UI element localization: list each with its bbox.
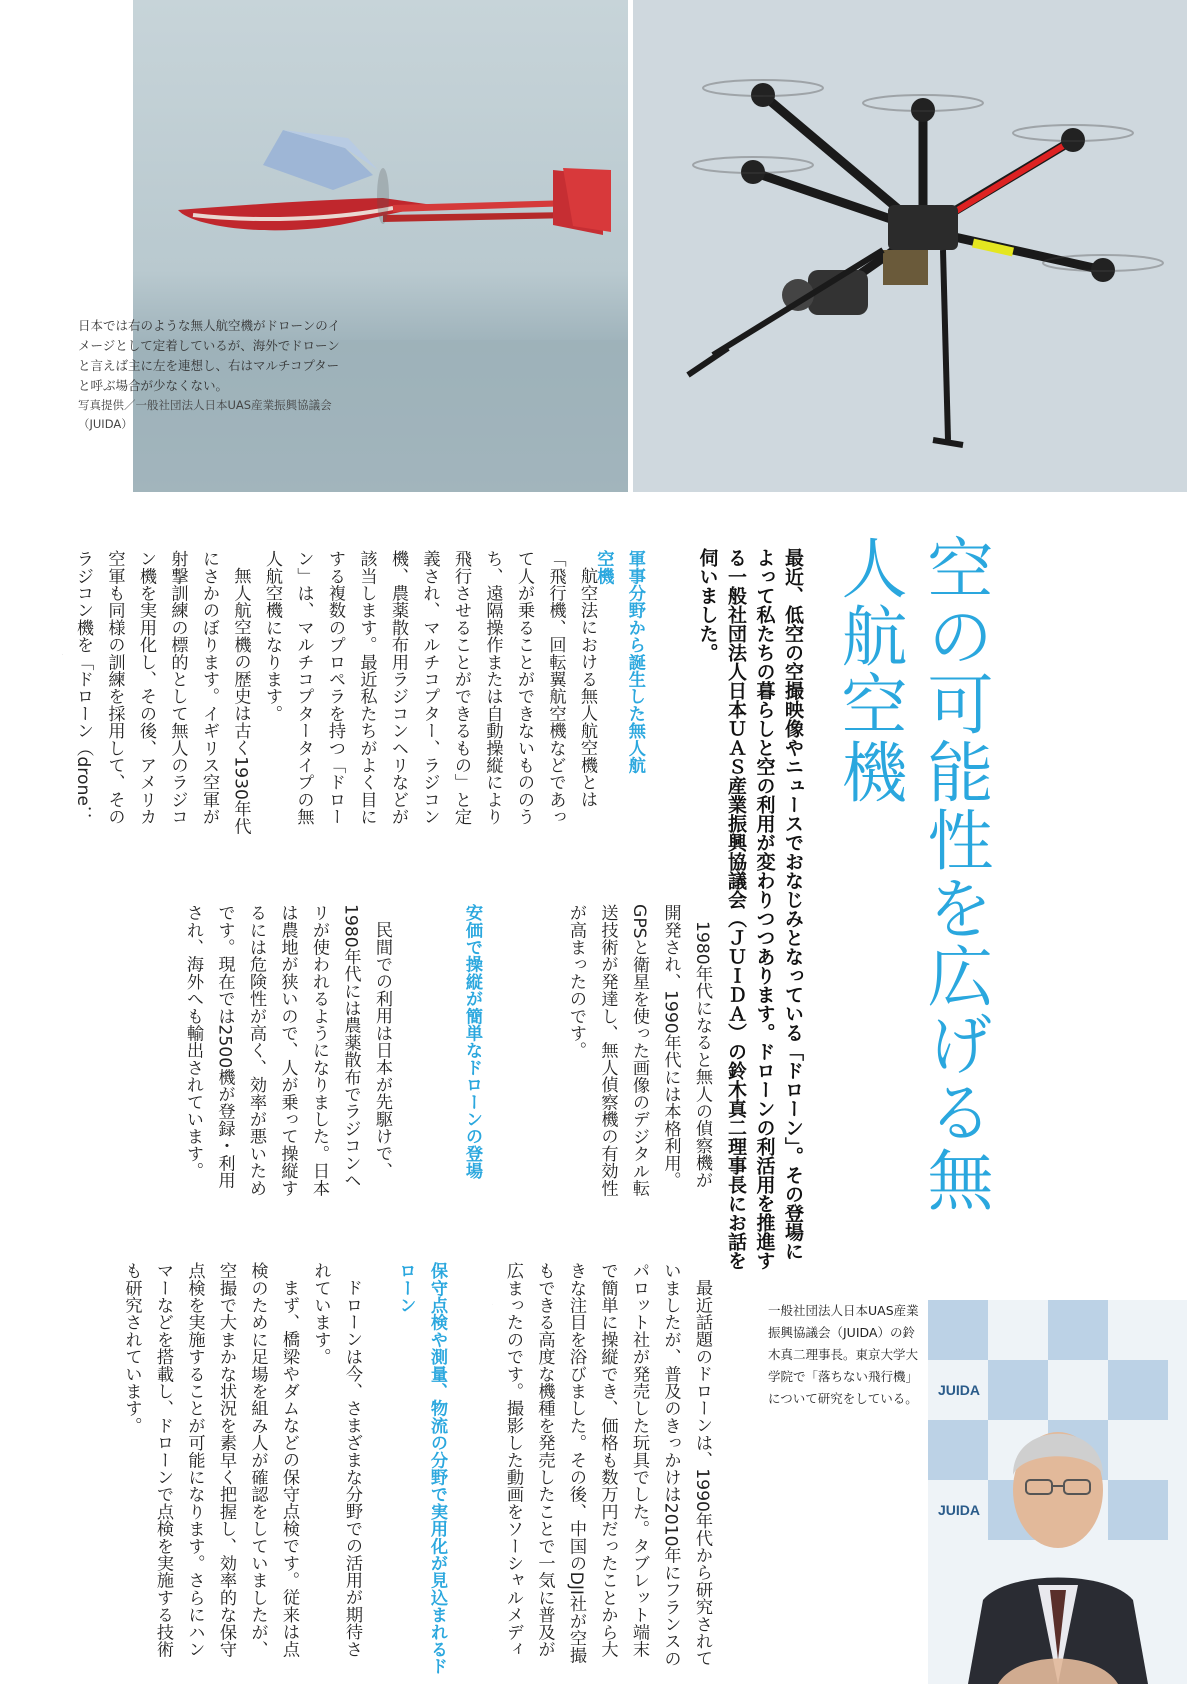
section1-body-upper bbox=[62, 550, 602, 835]
section1-heading-block bbox=[593, 550, 667, 790]
section2-paragraph-1: 民間での利用は日本が先駆けで、1980年代には農薬散布でラジコンヘリが使われるようになりました。日本は農地が狭いので、人が乗って操縦するには危険性が高く、効率が悪いためです。現在では2500機が登録・利用され、海外へも輸出されています。 bbox=[183, 904, 392, 1197]
portrait-sign-1: JUIDA bbox=[938, 1382, 981, 1398]
section2-heading-block bbox=[417, 904, 487, 1204]
plane-caption-text: 日本では右のような無人航空機がドローンのイメージとして定着しているが、海外でドローンと言えば主に左を連想し、右はマルチコプターと呼ぶ場合が少なくない。 bbox=[78, 318, 341, 393]
article-title: 空の可能性を広げる無人航空機 bbox=[830, 534, 993, 1214]
section3-body-lower bbox=[67, 1262, 367, 1672]
section1-paragraph-3: 1980年代になると無人の偵察機が開発され、1990年代には本格利用。GPSと衛星を使った画像のデジタル転送技術が発達し、無人偵察機の有効性が高まったのです。 bbox=[566, 904, 712, 1197]
portrait-caption: 一般社団法人日本UAS産業振興協議会（JUIDA）の鈴木真二理事長。東京大学大学院で「落ちない飛行機」について研究をしている。 bbox=[768, 1303, 919, 1406]
section2-heading: 安価で操縦が簡単なドローンの登場 bbox=[462, 904, 482, 1180]
portrait-sign-2: JUIDA bbox=[938, 1502, 981, 1518]
section1-paragraph-2: 無人航空機の歴史は古く1930年代にさかのぼります。イギリス空軍が射撃訓練の標的として無人のラジコン機を実用化し、その後、アメリカ空軍も同様の訓練を採用して、そのラジコン機を「ドローン（drone： bbox=[73, 550, 251, 835]
plane-photo-caption bbox=[78, 316, 350, 434]
section1-body-middle bbox=[507, 904, 717, 1204]
section2-body-middle bbox=[97, 904, 397, 1204]
section3-heading: 保守点検や測量、物流の分野で実用化が見込まれるドローン bbox=[395, 1262, 447, 1675]
section2-paragraph-2: 最近話題のドローンは、1990年代から研究されていましたが、普及のきっかけは2010年にフランスのパロット社が発売した玩具でした。タブレット端末で簡単に操縦でき、価格も数万円だったことから大きな注目を浴びました。その後、中国のDJI社が空撮もできる高度な機種を発売したことで一気に普及が広まったのです。撮影した動画をソーシャルメディ bbox=[503, 1262, 712, 1667]
portrait-photo bbox=[928, 1300, 1187, 1684]
section3-heading-block bbox=[382, 1262, 452, 1682]
section2-body-lower bbox=[492, 1262, 717, 1672]
section1-heading: 軍事分野から誕生した無人航空機 bbox=[593, 550, 645, 774]
multicopter-drone-photo bbox=[633, 0, 1187, 492]
section3-paragraph-2: まず、橋梁やダムなどの保守点検です。従来は点検のために足場を組み人が確認をしていましたが、空撮で大まかな状況を素早く把握し、効率的な保守点検を実施することが可能になります。さらにハンマーなどを搭載し、ドローンで点検を実施する技術も研究されています。 bbox=[121, 1262, 299, 1658]
section3-paragraph-1: ドローンは今、さまざまな分野での活用が期待されています。 bbox=[310, 1262, 362, 1658]
article-lead: 最近、低空の空撮映像やニュースでおなじみとなっている「ドローン」。その登場によって私たちの暮らしと空の利用が変わりつつあります。ドローンの利活用を推進する一般社団法人日本ＵＡＳ産業振興協議会（ＪＵＩＤＡ）の鈴木真二理事長にお話を伺いました。 bbox=[696, 548, 804, 1270]
section1-paragraph-1: 航空法における無人航空機とは「飛行機、回転翼航空機などであって人が乗ることができないもののうち、遠隔操作または自動操縦により飛行させることができるもの」と定義され、マルチコプター、ラジコン機、農薬散布用ラジコンヘリなどが該当します。最近私たちがよく目にする複数のプロペラを持つ「ドローン」は、マルチコプタータイプの無人航空機になります。 bbox=[262, 550, 597, 826]
plane-photo-credit: 写真提供／一般社団法人日本UAS産業振興協議会（JUIDA） bbox=[78, 398, 332, 431]
